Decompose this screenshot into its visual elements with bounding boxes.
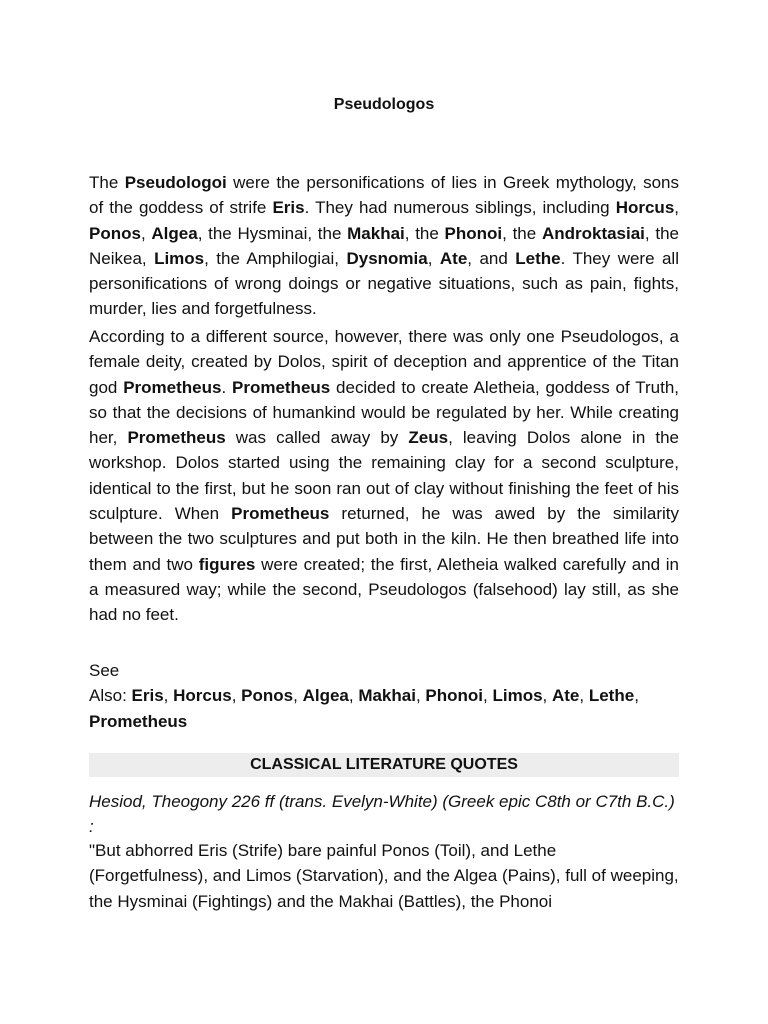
see-also-link[interactable]: Makhai bbox=[358, 686, 416, 706]
bold-term: Limos bbox=[154, 248, 205, 268]
bold-term: Prometheus bbox=[127, 428, 226, 448]
see-label: See bbox=[89, 661, 120, 680]
see-also-link[interactable]: Ate bbox=[551, 686, 580, 706]
legend-paragraph: According to a different source, however, there was only one Pseudologos, a female deity, created by Dolos, spirit of deception and apprentice of the Titan god Prometheus. Prometheus decided to create Aletheia, goddess of Truth, so that the decisions of humankind would be regulated by her. While creating her, Prometheus was called away by Zeus, leaving Dolos alone in the workshop. Dolos started using the remaining clay for a second sculpture, identical to the first, but he soon ran out of clay without finishing the feet of his sculpture. When Prometheus returned, he was awed by the similarity between the two sculptures and put both in the kiln. He then breathed life into them and two figures were created; the first, Aletheia walked carefully and in a measured way; while the second, Pseudologos (falsehood) lay still, as she had no feet. bbox=[89, 327, 680, 625]
quote-citation: Hesiod, Theogony 226 ff (trans. Evelyn-White) (Greek epic C8th or C7th B.C.) : bbox=[89, 792, 675, 837]
see-also-link[interactable]: Ponos bbox=[241, 686, 294, 706]
see-also-link[interactable]: Lethe bbox=[588, 686, 635, 706]
bold-term: figures bbox=[198, 554, 256, 574]
see-also-link[interactable]: Horcus bbox=[173, 686, 232, 706]
see-also-prefix: Also: bbox=[89, 686, 132, 706]
bold-term: Phonoi bbox=[444, 223, 503, 243]
see-also-link[interactable]: Phonoi bbox=[425, 686, 484, 706]
bold-term: Eris bbox=[272, 198, 305, 218]
bold-term: Pseudologoi bbox=[124, 173, 227, 192]
bold-term: Dysnomia bbox=[346, 248, 428, 268]
bold-term: Horcus bbox=[615, 198, 675, 218]
bold-term: Makhai bbox=[347, 223, 405, 243]
see-also-link[interactable]: Limos bbox=[492, 686, 543, 706]
bold-term: Prometheus bbox=[231, 504, 330, 524]
bold-term: Ate bbox=[439, 248, 468, 268]
see-also-links bbox=[89, 683, 679, 734]
see-also-link[interactable]: Prometheus bbox=[89, 711, 188, 731]
page-title: Pseudologos bbox=[333, 96, 435, 113]
see-also-link[interactable]: Eris bbox=[131, 686, 164, 706]
bold-term: Androktasiai bbox=[541, 223, 645, 243]
intro-paragraph: The Pseudologoi were the personifications of lies in Greek mythology, sons of the goddess of strife Eris. They had numerous siblings, including Horcus, Ponos, Algea, the Hysminai, the Makhai, the Phonoi, the Androktasiai, the Neikea, Limos, the Amphilogiai, Dysnomia, Ate, and Lethe. They were all personifications of wrong doings or negative situations, such as pain, fights, murder, lies and forgetfulness. bbox=[89, 173, 680, 319]
see-also bbox=[89, 658, 679, 734]
quote-text: "But abhorred Eris (Strife) bare painful Ponos (Toil), and Lethe (Forgetfulness), and Limos (Starvation), and the Algea (Pains), full of weeping, the Hysminai (Fightings) and the Makhai (Battles), the Phonoi bbox=[89, 841, 679, 911]
see-also-link[interactable]: Algea bbox=[302, 686, 349, 706]
section-heading: CLASSICAL LITERATURE QUOTES bbox=[89, 753, 679, 777]
see-also-list: Eris, Horcus, Ponos, Algea, Makhai, Phonoi, Limos, Ate, Lethe, Prometheus bbox=[89, 686, 639, 731]
bold-term: Ponos bbox=[89, 223, 141, 243]
bold-term: Zeus bbox=[408, 428, 449, 448]
bold-term: Algea bbox=[151, 223, 198, 243]
bold-term: Prometheus bbox=[231, 377, 331, 397]
bold-term: Lethe bbox=[515, 248, 561, 268]
bold-term: Prometheus bbox=[123, 377, 222, 397]
